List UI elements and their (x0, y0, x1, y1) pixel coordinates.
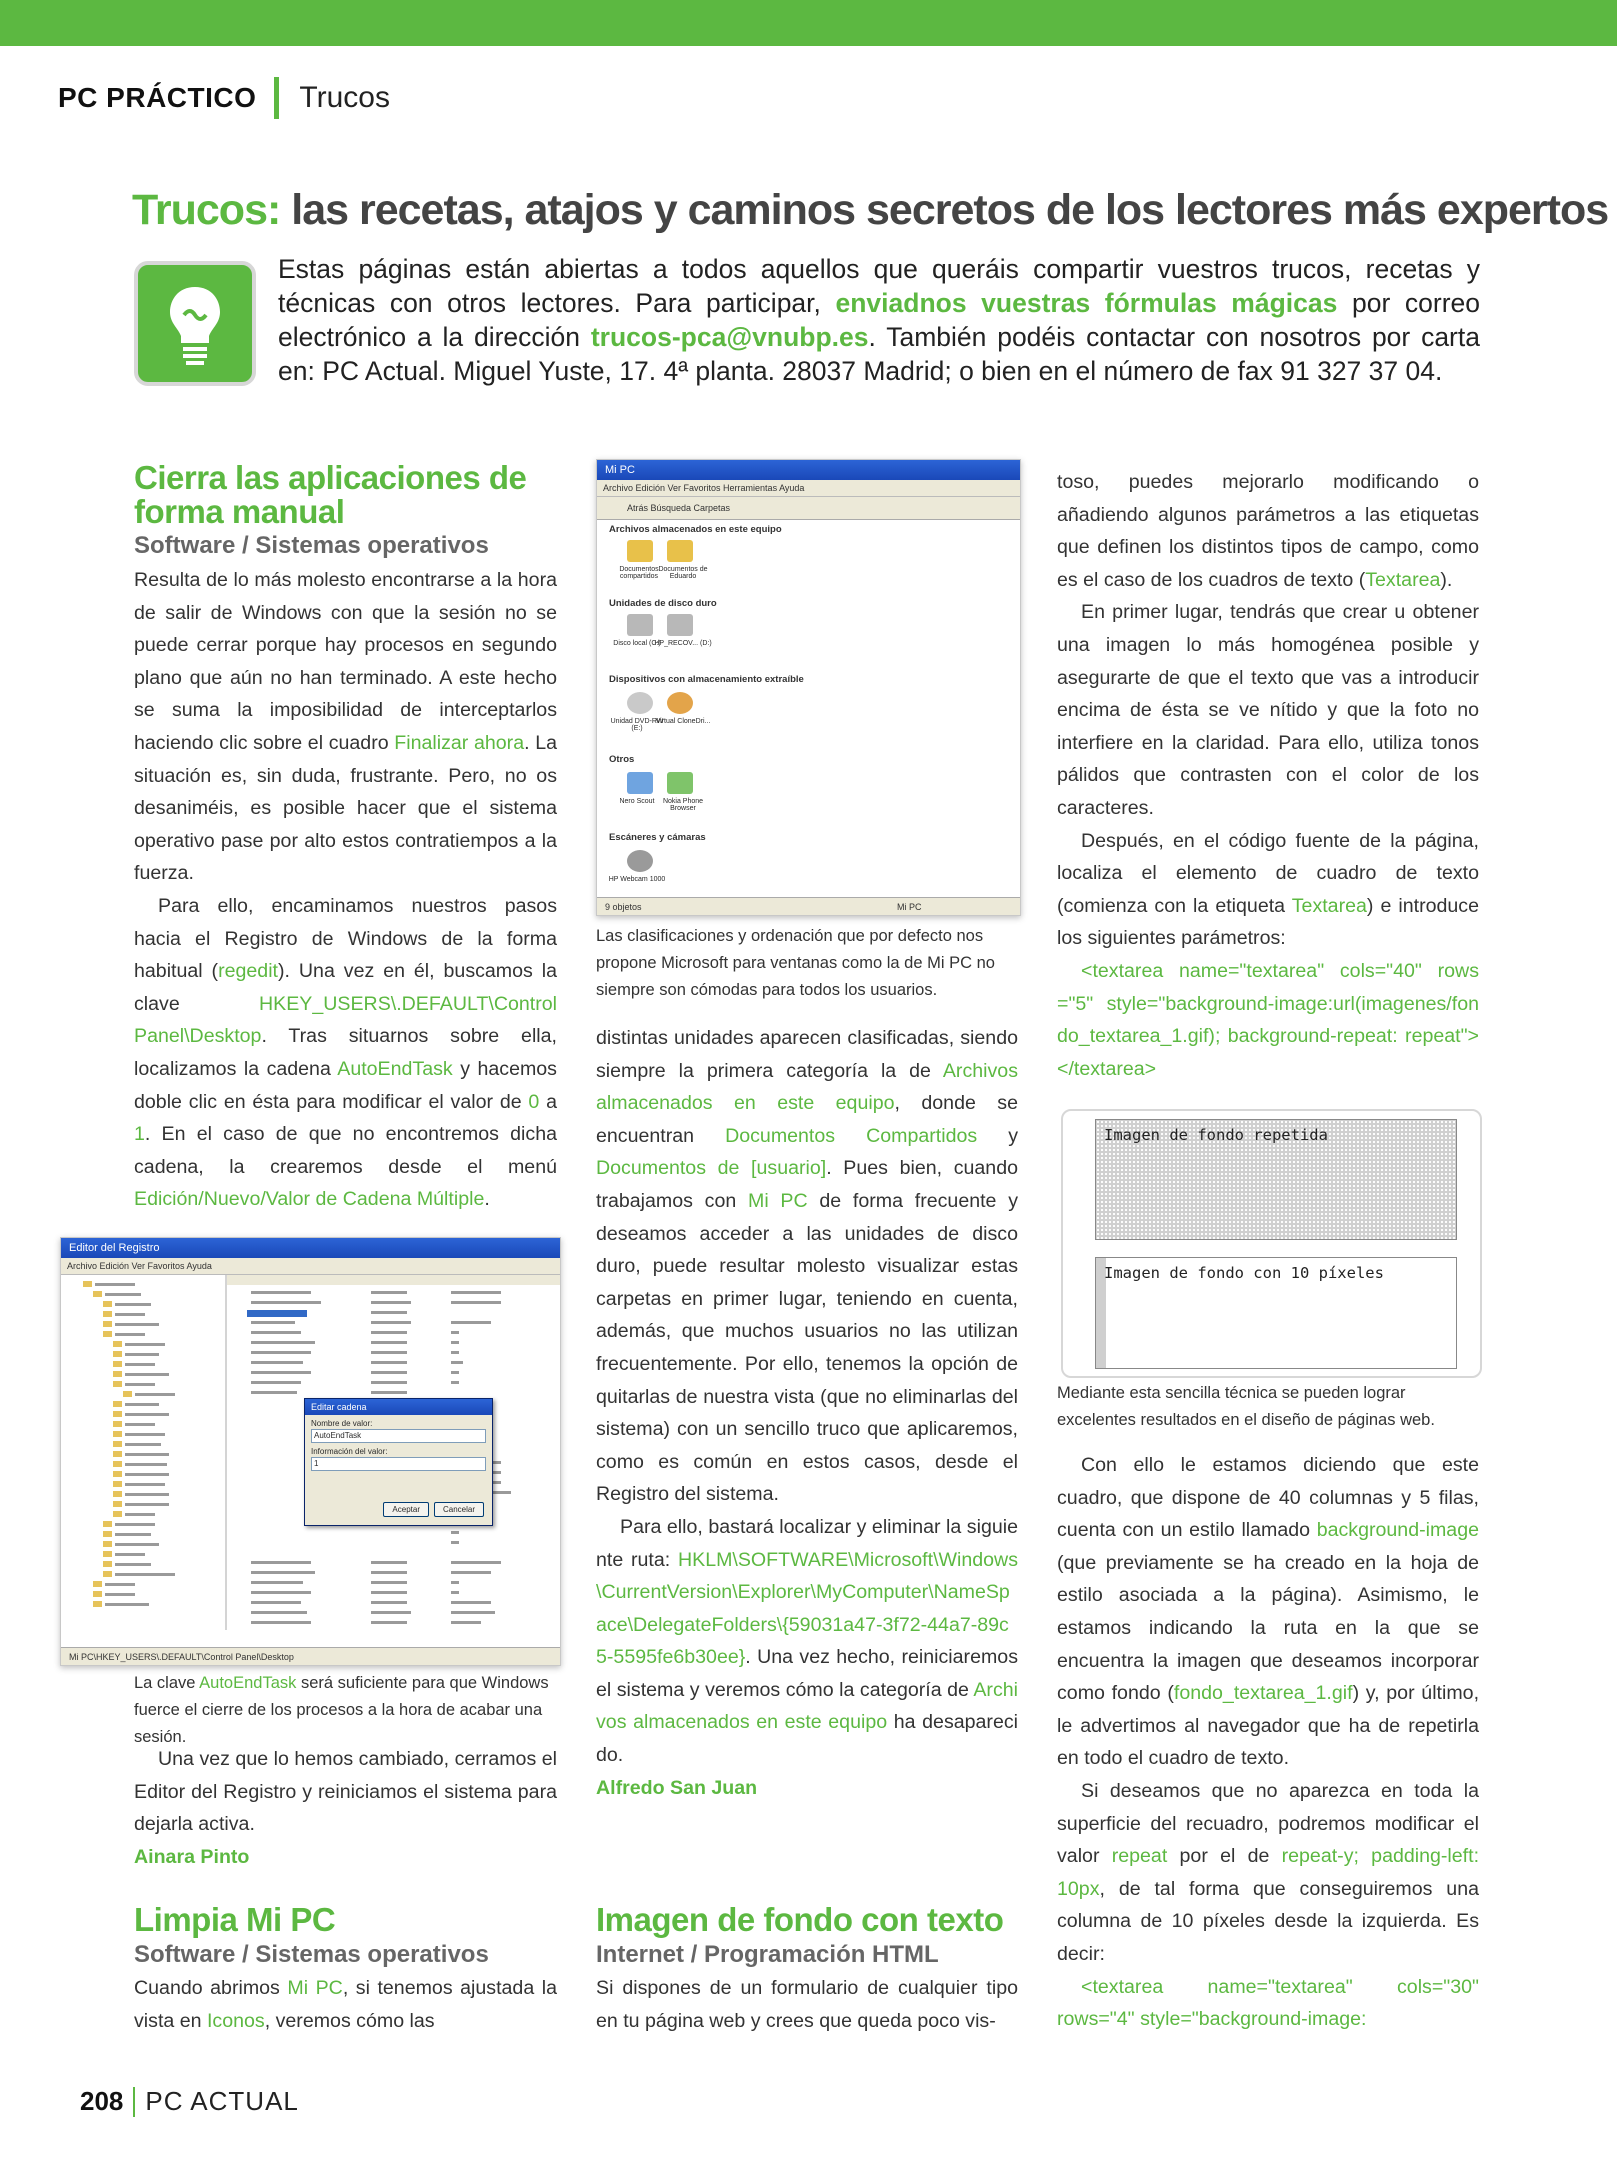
textarea-10px: Imagen de fondo con 10 píxeles (1095, 1257, 1457, 1369)
section-divider (274, 77, 279, 119)
article2-category: Software / Sistemas operativos (134, 1941, 489, 1968)
article3-title: Imagen de fondo con texto (596, 1901, 1004, 1938)
regedit-status: Mi PC\HKEY_USERS\.DEFAULT\Control Panel\Desktop (61, 1647, 560, 1665)
textarea-repeated: Imagen de fondo repetida (1095, 1119, 1457, 1240)
article1-author: Ainara Pinto (134, 1845, 250, 1868)
page-number: 208 (80, 2086, 124, 2116)
webcam-icon (627, 850, 653, 872)
intro-paragraph: Estas páginas están abiertas a todos aquellos que queráis compartir vuestros trucos, recetas y técnicas con otros lectores. Para participar, enviadnos vuestras fórmulas mágicas por correo electrónico a la dirección trucos-pca@vnubp.es. También podéis contactar con nosotros por carta en: PC Actual. Miguel Yuste, 17. 4ª planta. 28037 Madrid; o bien en el número de fax 91 327 37 04. (278, 254, 1480, 386)
article1-body: Resulta de lo más molesto encontrarse a la hora de salir de Windows con que la sesión no se puede cerrar porque hay procesos en segundo plano que aún no han terminado. A este hecho se suma la imposibilidad de interceptarlos haciendo clic sobre el cuadro Finalizar ahora. La situación es, sin duda, frustrante. Pero, no os desaniméis, es posible hacer que el sistema operativo pase por alto estos contratiempos a la fuerza. Para ello, encaminamos nuestros pasos hacia el Registro de Windows de la forma habitual (regedit). Una vez en él, buscamos la clave HKEY_USERS\.DEFAULT\Control Panel\Desktop. Tras situarnos sobre ella, localizamos la cadena AutoEndTask y hacemos doble clic en ésta para modificar el valor de 0 a 1. En el caso de que no encontremos dicha cadena, la crearemos desde el menú Edición/Nuevo/Valor de Cadena Múltiple. (134, 569, 558, 1211)
article1-title: Cierra las aplicaciones de forma manual (134, 459, 527, 530)
dvd-drive-icon (627, 692, 653, 714)
lightbulb-icon (134, 261, 256, 386)
code-sample-1: <textarea name="textarea" cols="40" rows="5" style="background-image:url(imagenes/fondo_textarea_1.gif); background-repeat: repeat"></textarea> (1057, 959, 1479, 1080)
mypc-screenshot: Mi PC Archivo Edición Ver Favoritos Herramientas Ayuda Atrás Búsqueda Carpetas Archivos almacenados en este equipo Documentos compartidos Documentos de Eduardo Unidades de disco duro Disco local (C:) HP_RECOV... (D:) Dispositivos con almacenamiento extraíble Unidad DVD-RW (E:) Virtual CloneDri... Otros Nero Scout Nokia Phone Browser Escáneres y cámaras HP Webcam 1000 9 objetos Mi PC (596, 459, 1021, 916)
hard-disk-icon (627, 614, 653, 636)
top-accent-bar (0, 0, 1617, 46)
article2-title: Limpia Mi PC (134, 1901, 336, 1938)
nokia-browser-icon (667, 772, 693, 794)
article3-body-start: Si dispones de un formulario de cualquier tipo en tu página web y crees que queda poco vis- (596, 1977, 1018, 2032)
article3-body: toso, puedes mejorarlo modificando o añadiendo algunos parámetros a las etiquetas que definen los distintos tipos de campo, como es el caso de los cuadros de texto (Textarea). En primer lugar, tendrás que crear u obtener una imagen lo más homogénea posible y asegurarte de que el texto que vas a introducir encima de ésta se ve nítido y que la foto no interfiere en la claridad. Para ello, utiliza tonos pálidos que contrasten con el color de los caracteres. Después, en el código fuente de la página, localiza el elemento de cuadro de texto (comienza con la etiqueta Textarea) e introduce los siguientes parámetros: <textarea name="textarea" cols="40" rows="5" style="background-image:url(imagenes/fondo_textarea_1.gif); background-repeat: repeat"></textarea> (1057, 466, 1479, 1085)
intro-highlight: enviadnos vuestras fórmulas mágicas (835, 288, 1338, 318)
article2-author: Alfredo San Juan (596, 1776, 758, 1799)
virtual-drive-icon (667, 692, 693, 714)
folder-icon (667, 540, 693, 562)
page-title (132, 186, 1608, 235)
regedit-menu: Archivo Edición Ver Favoritos Ayuda (61, 1258, 560, 1275)
article2-body: distintas unidades aparecen clasificadas, siendo siempre la primera categoría la de Archivos almacenados en este equipo, donde se encuentran Documentos Compartidos y Documentos de [usuario]. Pues bien, cuando trabajamos con Mi PC de forma frecuente y deseamos acceder a las unidades de disco duro, puede resultar molesto visualizar estas carpetas en primer lugar, teniendo en cuenta, además, que muchos usuarios no las utilizan frecuentemente. Por ello, tenemos la opción de quitarlas de nuestra vista (que no eliminarlas del sistema) con un sencillo truco que aplicaremos, como es común en estos casos, desde el Registro del sistema. Para ello, bastará localizar y eliminar la siguiente ruta: HKLM\SOFTWARE\Microsoft\Windows\CurrentVersion\Explorer\MyComputer\NameSpace\DelegateFolders\{59031a47-3f72-44a7-89c5-5595fe6b30ee}. Una vez hecho, reiniciaremos el sistema y veremos cómo la categoría de Archivos almacenados en este equipo ha desaparecido. Alfredo San Juan (596, 1022, 1018, 1804)
mypc-titlebar: Mi PC (597, 460, 1020, 480)
nero-scout-icon (627, 772, 653, 794)
hard-disk-icon (667, 614, 693, 636)
article3-body-continued: Con ello le estamos diciendo que este cuadro, que dispone de 40 columnas y 5 filas, cuenta con un estilo llamado background-image (que previamente se ha creado en la hoja de estilo asociada a la página). Asimismo, le estamos indicando la ruta en la que se encuentra la imagen que deseamos incorporar como fondo (fondo_textarea_1.gif) y, por último, le advertimos al navegador que ha de repetirla en todo el cuadro de texto. Si deseamos que no aparezca en toda la superficie del recuadro, podremos modificar el valor repeat por el de repeat-y; padding-left: 10px, de tal forma que conseguiremos una columna de 10 píxeles desde la izquierda. Es decir: <textarea name="textarea" cols="30" rows="4" style="background-image: (1057, 1449, 1479, 2036)
mypc-caption: Las clasificaciones y ordenación que por defecto nos propone Microsoft para ventanas como la de Mi PC no siempre son cómodas para todos los usuarios. (596, 927, 995, 999)
footer-divider (133, 2087, 135, 2117)
page-footer (80, 2086, 299, 2117)
title-rest: las recetas, atajos y caminos secretos de los lectores más expertos (291, 186, 1609, 234)
edit-string-dialog: Editar cadena Nombre de valor: AutoEndTask Información del valor: 1 Aceptar Cancelar (304, 1398, 493, 1526)
code-sample-2: <textarea name="textarea" cols="30" rows="4" style="background-image: (1057, 1975, 1479, 2031)
article1-ending: Una vez que lo hemos cambiado, cerramos el Editor del Registro y reiniciamos el sistema para dejarla activa. Ainara Pinto (134, 1743, 557, 1873)
regedit-titlebar: Editor del Registro (61, 1238, 560, 1258)
folder-icon (627, 540, 653, 562)
title-lead: Trucos: (132, 186, 281, 234)
mypc-menu: Archivo Edición Ver Favoritos Herramientas Ayuda (597, 480, 1020, 497)
cancel-button[interactable]: Cancelar (434, 1502, 484, 1517)
article3-category: Internet / Programación HTML (596, 1941, 939, 1968)
publication-name: PC ACTUAL (145, 2086, 299, 2116)
regedit-screenshot (60, 1237, 561, 1666)
textarea-example-box (1061, 1109, 1482, 1378)
section-header (58, 78, 390, 118)
intro-email: trucos-pca@vnubp.es (590, 322, 869, 352)
article2-body-start: Cuando abrimos Mi PC, si tenemos ajustada la vista en Iconos, veremos cómo las (134, 1977, 557, 2032)
mypc-status: 9 objetos Mi PC (597, 897, 1020, 915)
accept-button[interactable]: Aceptar (383, 1502, 429, 1517)
mypc-toolbar: Atrás Búsqueda Carpetas (597, 497, 1020, 520)
article1-category: Software / Sistemas operativos (134, 532, 489, 559)
section-name: PC PRÁCTICO (58, 82, 257, 113)
regedit-caption: La clave AutoEndTask será suficiente para que Windows fuerce el cierre de los procesos a la hora de acabar una sesión. (134, 1674, 549, 1746)
textarea-caption: Mediante esta sencilla técnica se pueden lograr excelentes resultados en el diseño de páginas web. (1057, 1384, 1435, 1429)
subsection-name: Trucos (299, 81, 390, 114)
